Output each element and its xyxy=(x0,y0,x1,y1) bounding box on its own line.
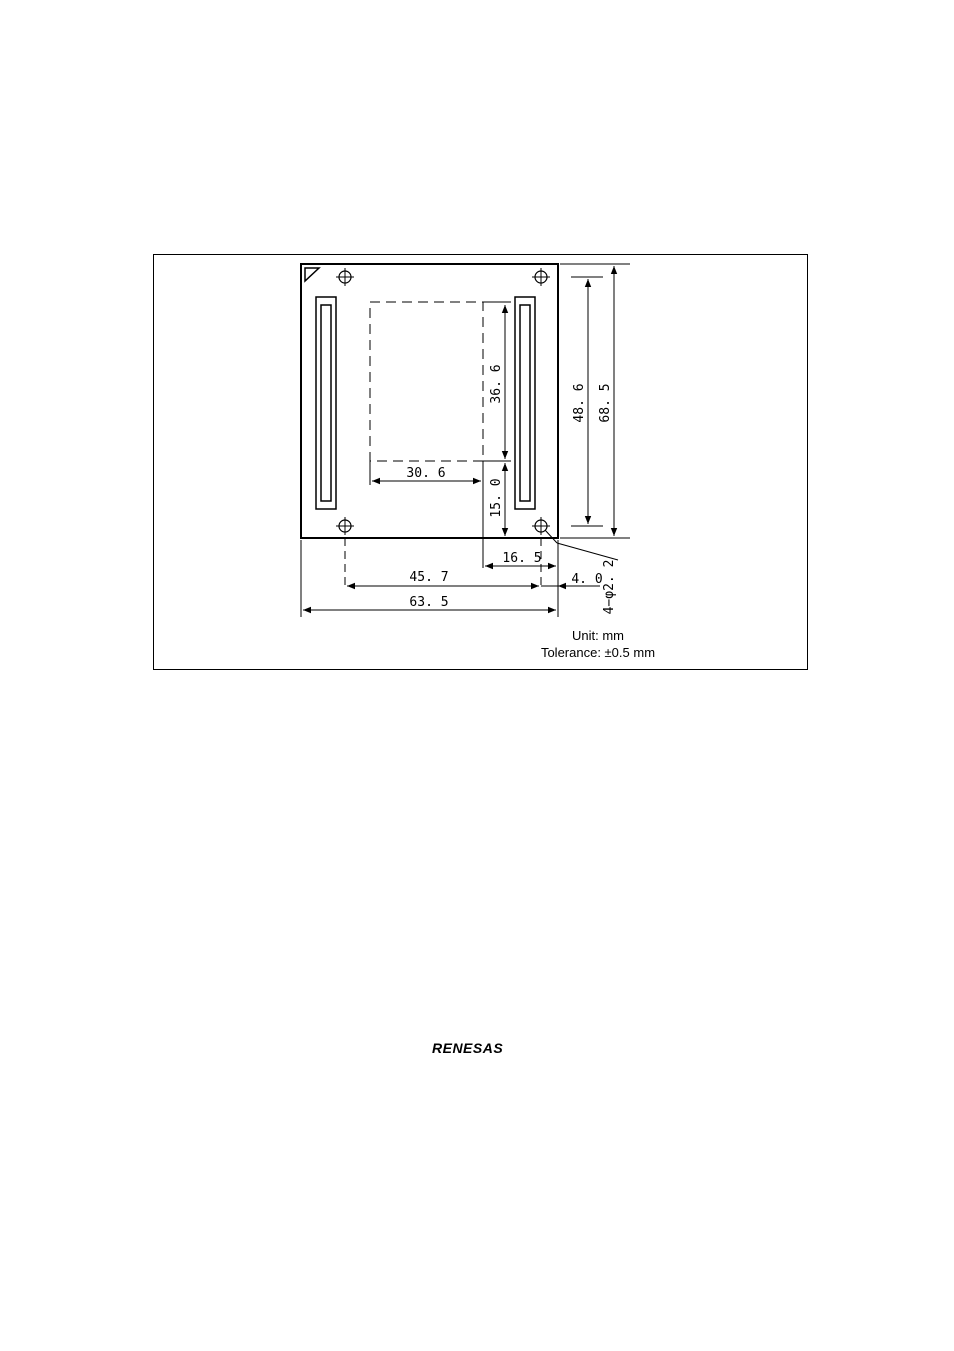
hole-spec-label: 4−φ2. 2 xyxy=(602,559,617,615)
pin1-marker xyxy=(305,268,319,281)
dim-63-5: 63. 5 xyxy=(409,595,449,610)
dim-36-6: 36. 6 xyxy=(489,364,504,404)
extension-lines xyxy=(301,264,630,617)
dashed-area xyxy=(370,302,483,461)
mounting-hole-top-left xyxy=(336,268,354,286)
dim-45-7: 45. 7 xyxy=(409,570,449,585)
dim-68-5: 68. 5 xyxy=(598,383,613,423)
right-connector xyxy=(515,297,535,509)
dim-4-0: 4. 0 xyxy=(571,572,603,587)
dim-48-6: 48. 6 xyxy=(572,383,587,423)
dim-30-6: 30. 6 xyxy=(406,466,446,481)
unit-note: Unit: mm xyxy=(572,628,624,643)
renesas-logo: RENESAS xyxy=(432,1040,504,1056)
left-connector xyxy=(316,297,336,509)
mounting-hole-bottom-left xyxy=(336,517,354,535)
dim-15-0: 15. 0 xyxy=(489,478,504,518)
tolerance-note: Tolerance: ±0.5 mm xyxy=(540,645,656,660)
dim-16-5: 16. 5 xyxy=(502,551,542,566)
dimension-lines xyxy=(303,266,614,610)
mounting-hole-top-right xyxy=(532,268,550,286)
